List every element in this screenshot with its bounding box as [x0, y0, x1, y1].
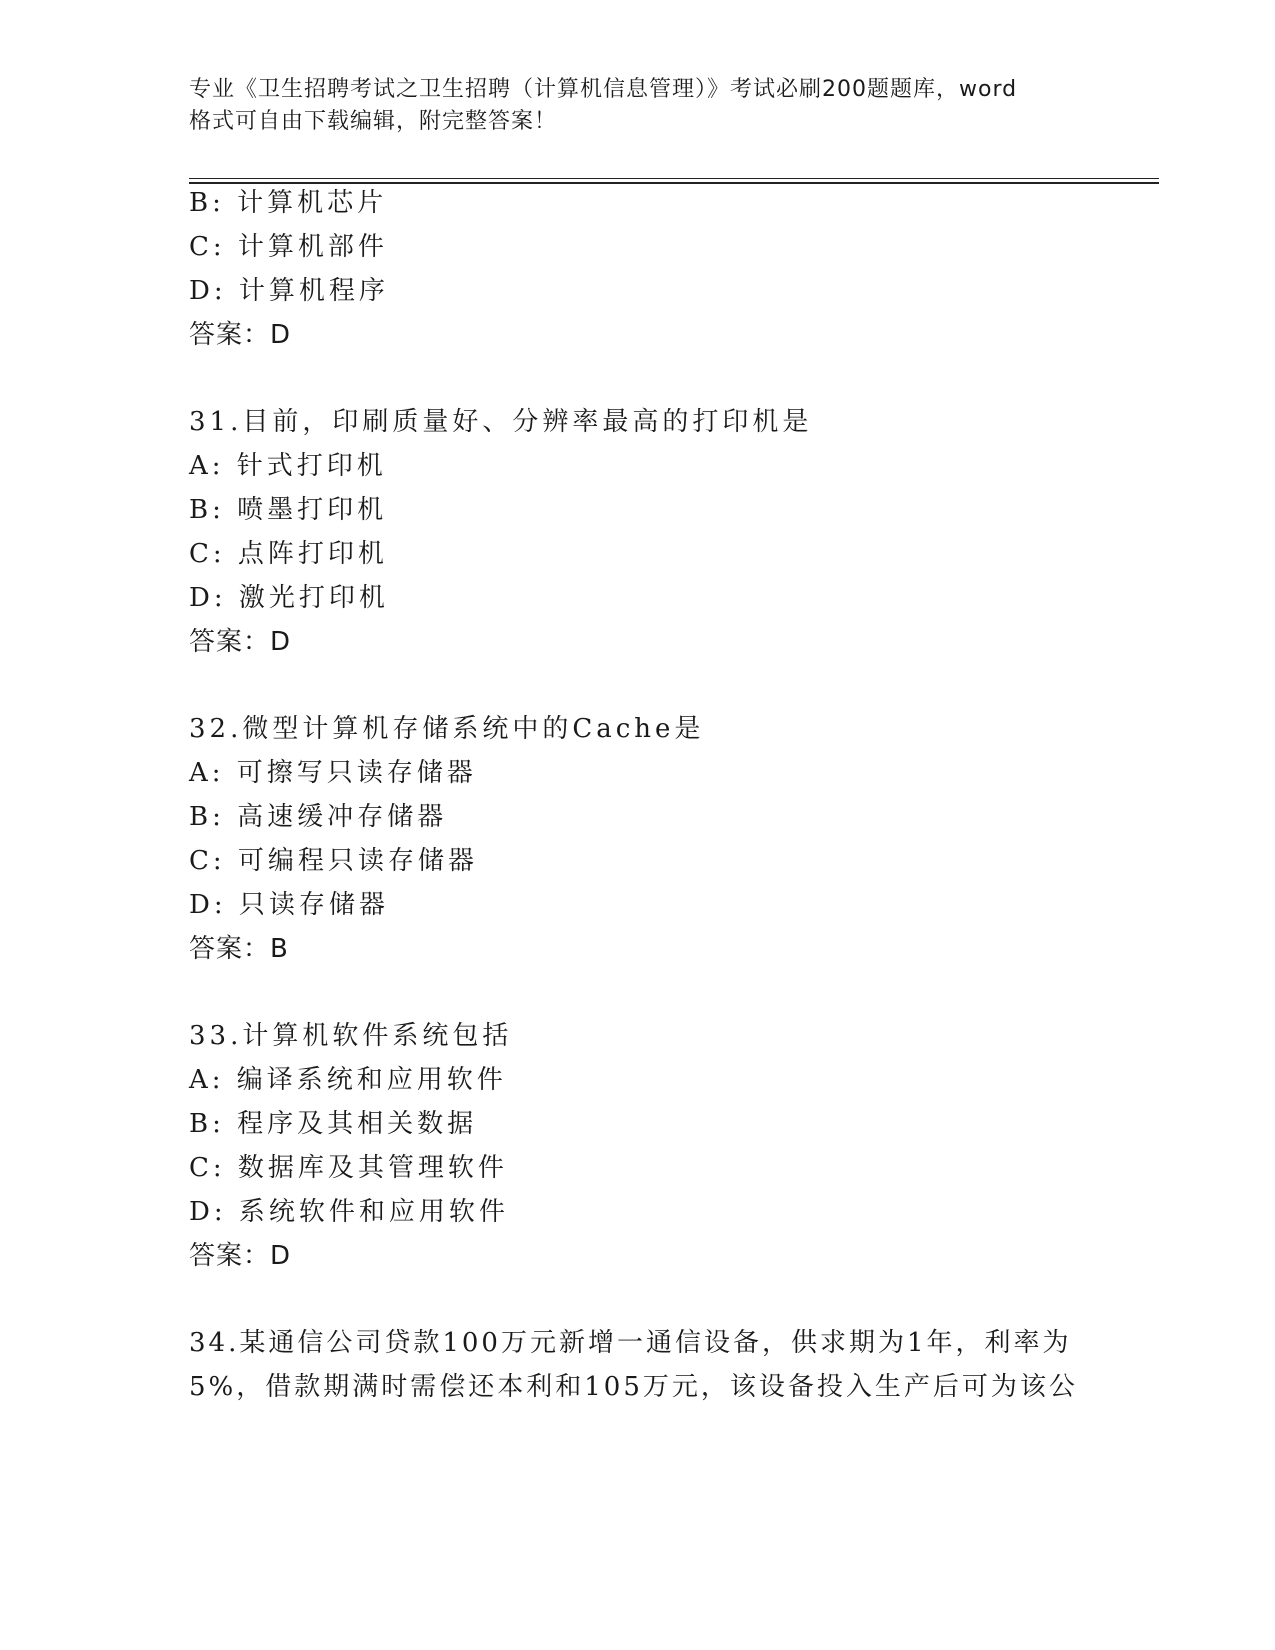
- q31-option-d: D: 激光打印机: [189, 583, 389, 613]
- q31-question: 31.目前，印刷质量好、分辨率最高的打印机是: [189, 407, 813, 437]
- q32-option-d: D: 只读存储器: [189, 890, 389, 920]
- q33-option-a: A: 编译系统和应用软件: [189, 1065, 507, 1095]
- q34-question-line-1: 34.某通信公司贷款100万元新增一通信设备，供求期为1年，利率为: [189, 1328, 1072, 1358]
- q34-question-line-2: 5%，借款期满时需偿还本利和105万元，该设备投入生产后可为该公: [189, 1372, 1078, 1402]
- q30-option-c: C: 计算机部件: [189, 232, 388, 262]
- q31-option-c: C: 点阵打印机: [189, 539, 388, 569]
- q30-option-d: D: 计算机程序: [189, 276, 389, 306]
- header-line-1: 专业《卫生招聘考试之卫生招聘（计算机信息管理）》考试必刷200题题库，word: [189, 77, 1018, 102]
- q32-answer: 答案：B: [189, 934, 289, 964]
- q32-question: 32.微型计算机存储系统中的Cache是: [189, 714, 705, 744]
- q30-answer: 答案：D: [189, 320, 292, 350]
- q32-option-c: C: 可编程只读存储器: [189, 846, 478, 876]
- q33-option-b: B: 程序及其相关数据: [189, 1109, 478, 1139]
- q33-answer: 答案：D: [189, 1241, 292, 1271]
- q31-answer: 答案：D: [189, 627, 292, 657]
- q31-option-a: A: 针式打印机: [189, 451, 387, 481]
- q31-option-b: B: 喷墨打印机: [189, 495, 388, 525]
- q33-option-c: C: 数据库及其管理软件: [189, 1153, 508, 1183]
- header-rule-thin: [189, 178, 1159, 179]
- header-rule-thick: [189, 182, 1159, 184]
- q32-option-b: B: 高速缓冲存储器: [189, 802, 448, 832]
- document-header: [189, 74, 1089, 138]
- header-line-2: 格式可自由下载编辑，附完整答案！: [189, 109, 558, 134]
- q33-option-d: D: 系统软件和应用软件: [189, 1197, 509, 1227]
- q32-option-a: A: 可擦写只读存储器: [189, 758, 477, 788]
- q33-question: 33.计算机软件系统包括: [189, 1021, 513, 1051]
- q30-option-b: B: 计算机芯片: [189, 188, 388, 218]
